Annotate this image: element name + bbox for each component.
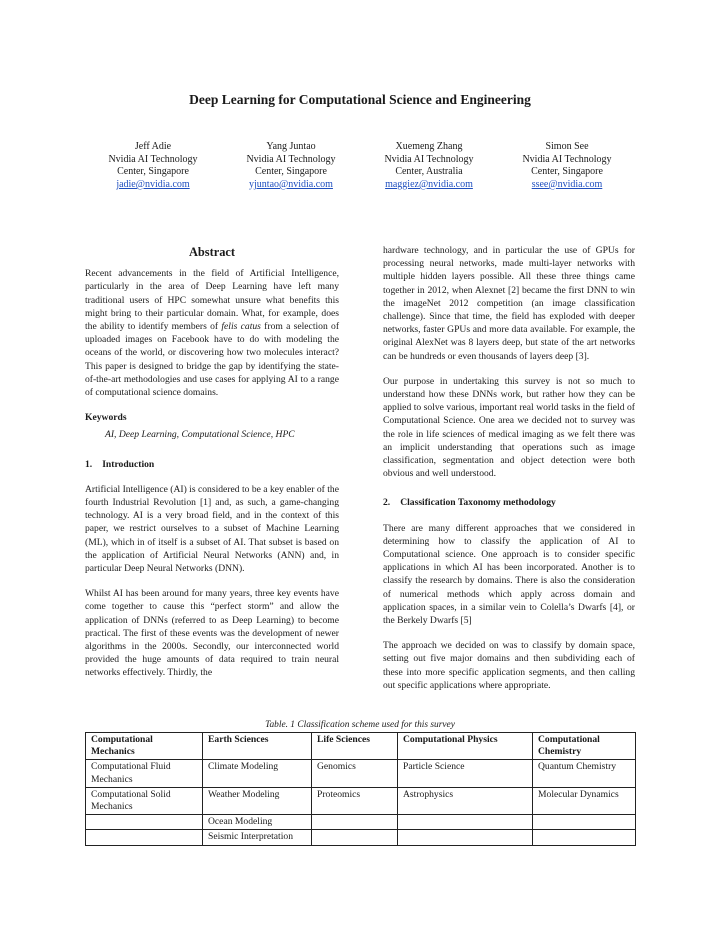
section-title: Introduction	[102, 458, 155, 470]
table-cell: Proteomics	[312, 787, 398, 814]
table-cell: Climate Modeling	[203, 760, 312, 787]
table-header-row	[86, 733, 636, 760]
table-row	[86, 787, 636, 814]
table-cell: Particle Science	[398, 760, 533, 787]
author-name: Simon See	[545, 141, 589, 152]
author-block	[360, 141, 498, 191]
section-heading-introduction	[85, 458, 339, 471]
table-header-cell: Computational Mechanics	[86, 733, 203, 760]
section-heading-taxonomy	[383, 496, 635, 509]
table-cell	[398, 815, 533, 830]
taxonomy-paragraph-2: The approach we decided on was to classify by domain space, setting out five major domains and then subdividing each of these into more specific application segments, and then calling out specific applications where appropriate.	[383, 640, 635, 691]
intro-paragraph-4: Our purpose in undertaking this survey is not so much to understand how these DNNs work, but rather how they can be applied to solve various, important real world tasks in the field of Computational Science. One area we decided not to survey was the role in life sciences of medical imaging as we felt there was an implicit understanding that operations such as image classification, segmentation and object detection were both obvious and well understood.	[383, 375, 635, 480]
abstract-text-part: Recent advancements in the field of Artificial Intelligence, particularly in the area of Deep Learning have left many traditional users of HPC somewhat unsure what benefits this might bring to their particular domain. What, for example, does the ability to identify members of	[85, 268, 339, 333]
right-column	[383, 244, 635, 692]
table-cell: Computational Fluid Mechanics	[86, 760, 203, 787]
table-cell	[86, 815, 203, 830]
table-cell	[398, 830, 533, 845]
table-cell	[533, 815, 636, 830]
paper-title: Deep Learning for Computational Science and Engineering	[189, 92, 531, 107]
table-row	[86, 830, 636, 845]
author-email-link[interactable]: jadie@nvidia.com	[116, 178, 190, 190]
table-row	[86, 815, 636, 830]
table-cell: Molecular Dynamics	[533, 787, 636, 814]
taxonomy-paragraph-1: There are many different approaches that we considered in determining how to classify the application of AI to Computational science. One approach is to consider specific applications in which AI has been incorporated. Another is to classify the research by domains. There is also the consideration of numerical methods which apply across domain and application spaces, in a similar vein to Colella’s Dwarfs [4], or the Berkely Dwarfs [5]	[383, 522, 635, 627]
table-cell: Weather Modeling	[203, 787, 312, 814]
classification-table	[85, 732, 636, 846]
abstract-text-part: from a selection of uploaded images on Facebook have to do with modeling the oceans of the world, or discovering how two molecules interact? This paper is designed to bridge the gap by identifying the state-of-the-art methodologies and use cases for applying AI to a range of computational science domains.	[85, 321, 340, 399]
author-block	[222, 141, 360, 191]
author-affiliation: Nvidia AI Technology	[384, 153, 474, 165]
section-number: 2.	[383, 497, 391, 509]
abstract-text	[85, 267, 339, 399]
section-title: Classification Taxonomy methodology	[400, 497, 556, 509]
author-location: Center, Singapore	[255, 166, 327, 178]
intro-paragraph-3: hardware technology, and in particular the use of GPUs for processing neural networks, made multi-layer networks with multiple hidden layers possible. All these three things came together in 2012, when Alexnet [2] became the first DNN to win the imageNet 2012 competition (an image classification challenge). Since that time, the field has exploded with deeper networks, faster GPUs and more data available. For example, the original AlexNet was 8 layers deep, but state of the art networks can be hundreds or even thousands of layers deep [3].	[383, 245, 635, 362]
author-affiliation: Nvidia AI Technology	[246, 153, 336, 165]
table-header-cell: Earth Sciences	[203, 733, 312, 760]
left-column	[85, 244, 339, 680]
author-name: Jeff Adie	[134, 141, 172, 152]
author-email-link[interactable]: maggiez@nvidia.com	[385, 178, 473, 190]
abstract-italic-term: felis catus	[221, 321, 261, 333]
table-cell	[312, 830, 398, 845]
author-name: Yang Juntao	[266, 141, 316, 152]
abstract-heading: Abstract	[188, 245, 236, 259]
table-caption: Table. 1 Classification scheme used for this survey	[265, 720, 455, 730]
section-number: 1.	[85, 458, 93, 470]
author-block	[84, 141, 222, 191]
table-cell: Astrophysics	[398, 787, 533, 814]
author-name: Xuemeng Zhang	[395, 141, 463, 152]
table-cell: Quantum Chemistry	[533, 760, 636, 787]
table-cell: Genomics	[312, 760, 398, 787]
table-header-cell: Computational Physics	[398, 733, 533, 760]
author-block	[498, 141, 636, 191]
author-email-link[interactable]: ssee@nvidia.com	[531, 178, 603, 190]
table-row	[86, 760, 636, 787]
table-cell	[86, 830, 203, 845]
table-cell: Computational Solid Mechanics	[86, 787, 203, 814]
intro-paragraph-2: Whilst AI has been around for many years, three key events have come together to cause this “perfect storm” and allow the application of DNNs (referred to as Deep Learning) to become practical. The first of these events was the development of newer algorithms in the 2000s. Secondly, our interconnected world provided the huge amounts of data required to train neural networks effectively. Thirdly, the	[85, 588, 339, 679]
table-cell	[533, 830, 636, 845]
table-header-cell: Life Sciences	[312, 733, 398, 760]
intro-paragraph-1: Artificial Intelligence (AI) is considered to be a key enabler of the fourth Industrial Revolution [1] and, as such, a game-changing technology. AI is a very broad field, and in the context of this paper, we restrict ourselves to a subset of Machine Learning (ML), which in of itself is a subset of AI. That subset is based on the application of Artificial Neural Networks (ANN) and, in particular Deep Neural Networks (DNN).	[85, 483, 339, 575]
author-location: Center, Singapore	[117, 166, 189, 178]
author-affiliation: Nvidia AI Technology	[522, 153, 612, 165]
keywords-heading: Keywords	[85, 412, 127, 424]
table-cell	[312, 815, 398, 830]
author-location: Center, Singapore	[531, 166, 603, 178]
author-email-link[interactable]: yjuntao@nvidia.com	[249, 178, 333, 190]
table-cell: Seismic Interpretation	[203, 830, 312, 845]
author-affiliation: Nvidia AI Technology	[108, 153, 198, 165]
author-location: Center, Australia	[395, 166, 463, 178]
author-list	[84, 141, 636, 191]
table-cell: Ocean Modeling	[203, 815, 312, 830]
keywords-text: AI, Deep Learning, Computational Science, HPC	[105, 429, 295, 441]
table-header-cell: Computational Chemistry	[533, 733, 636, 760]
